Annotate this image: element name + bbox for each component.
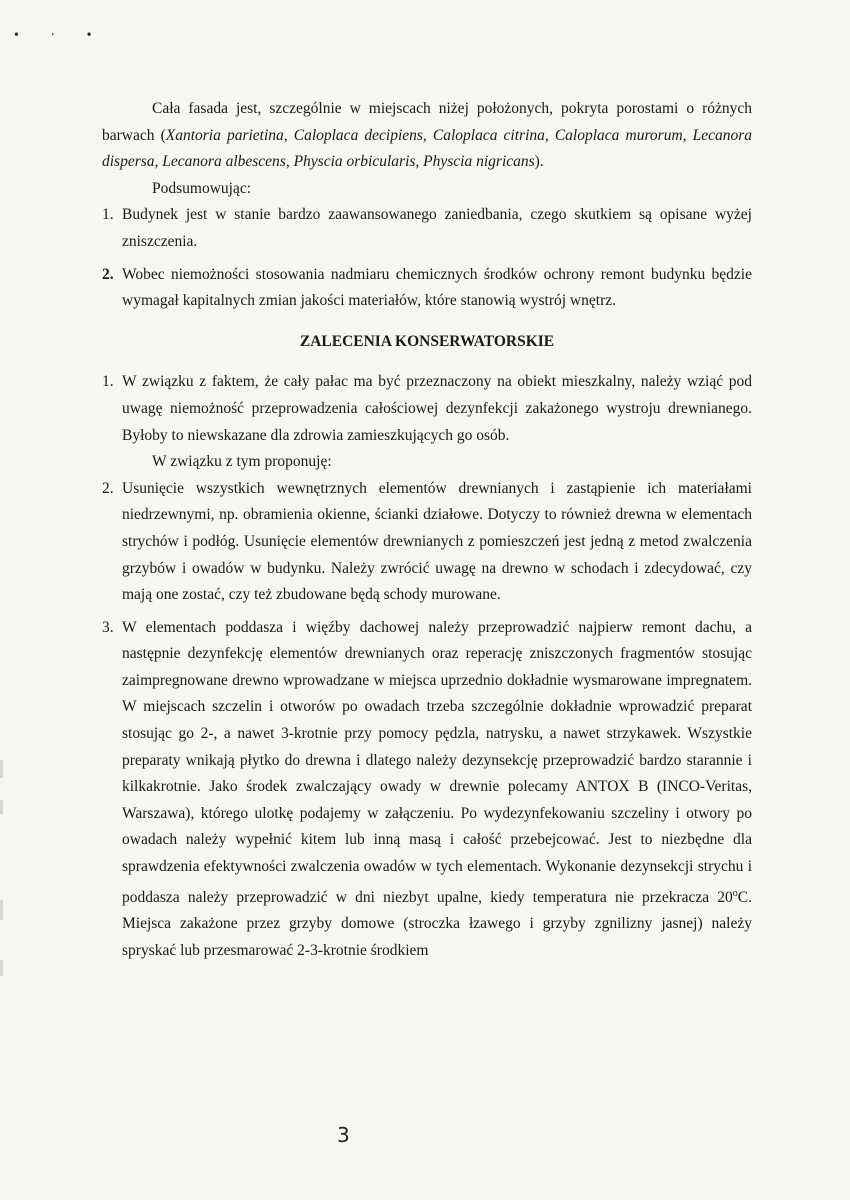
- recommendation-number: 1.: [102, 373, 114, 391]
- scan-mark: [0, 960, 3, 976]
- proposal-intro: W związku z tym proponuję:: [152, 453, 332, 471]
- scan-mark: [0, 800, 3, 814]
- recommendation-item: [102, 369, 752, 449]
- temperature-unit: C: [737, 888, 749, 906]
- recommendation-number: 2.: [102, 479, 114, 497]
- paragraph-facade: [102, 96, 752, 176]
- summary-item-number: 2.: [102, 265, 114, 283]
- section-heading: ZALECENIA KONSERWATORSKIE: [299, 332, 555, 350]
- temperature-degree: o: [732, 887, 738, 899]
- page-number: 3: [337, 1123, 350, 1147]
- summary-item-text: Wobec niemożności stosowania nadmiaru chemicznych środków ochrony remont budynku będzie wymagał kapitalnych zmian jakości materiałów, które stanowią wystrój wnętrz.: [122, 265, 752, 310]
- document-body: [102, 96, 752, 965]
- recommendation-text-continued: . Miejsca zakażone przez grzyby domowe (stroczka łzawego i grzyby zgnilizny jasnej) należy spryskać lub przesmarować 2-3-krotnie środkiem: [122, 888, 752, 959]
- recommendation-text: Usunięcie wszystkich wewnętrznych elementów drewnianych i zastąpienie ich materiałami niedrzewnymi, np. obramienia okienne, ścianki działowe. Dotyczy to również drewna w elementach strychów i podłóg. Usunięcie elementów drewnianych z pomieszczeń jest jedną z metod zwalczenia grzybów i owadów w budynku. Należy zwrócić uwagę na drewno w schodach i zdecydować, czy mają one zostać, czy też zbudowane będą schody murowane.: [122, 479, 752, 604]
- summary-intro: Podsumowując:: [152, 179, 252, 197]
- facade-suffix: ).: [534, 153, 544, 171]
- summary-item: [102, 202, 752, 255]
- temperature-value: 20: [717, 888, 733, 906]
- recommendation-text: W związku z faktem, że cały pałac ma być przeznaczony na obiekt mieszkalny, należy wziąć pod uwagę niemożność przeprowadzenia całościowej dezynfekcji zakażonego wystroju drewnianego. Byłoby to niewskazane dla zdrowia zamieszkujących go osób.: [122, 373, 752, 444]
- recommendation-item: [102, 476, 752, 609]
- recommendation-number: 3.: [102, 618, 114, 636]
- facade-text: Cała fasada jest, szczególnie w miejscach niżej położonych, pokryta porostami o różnych barwach (: [102, 100, 752, 144]
- scan-mark: [0, 900, 3, 920]
- summary-item: [102, 262, 752, 315]
- scan-mark: [0, 760, 3, 778]
- recommendation-item: [102, 615, 752, 965]
- summary-item-number: 1.: [102, 206, 114, 224]
- recommendation-text: W elementach poddasza i więźby dachowej należy przeprowadzić najpierw remont dachu, a następnie dezynfekcję elementów drewnianych oraz reperację zniszczonych fragmentów stosując zaimpregnowane drewno wprowadzane w miejsca uprzednio dokładnie wysmarowane impregnatem. W miejscach szczelin i otworów po owadach trzeba szczególnie dokładnie wprowadzić preparat stosując go 2-, a nawet 3-krotnie przy pomocy pędzla, natrysku, a nawet strzykawek. Wszystkie preparaty wnikają płytko do drewna i dlatego należy dezynsekcję przeprowadzić bardzo starannie i kilkakrotnie. Jako środek zwalczający owady w drewnie polecamy ANTOX B (INCO-Veritas, Warszawa), którego ulotkę podajemy w załączeniu. Po wydezynfekowaniu szczeliny i otwory po owadach należy wypełnić kitem lub inną masą i całość przebejcować. Jest to niezbędne dla sprawdzenia efektywności zwalczenia owadów w tych elementach. Wykonanie dezynsekcji strychu i poddasza należy przeprowadzić w dni niezbyt upalne, kiedy temperatura nie przekracza: [122, 618, 752, 906]
- summary-item-text: Budynek jest w stanie bardzo zaawansowanego zaniedbania, czego skutkiem są opisane wyżej zniszczenia.: [122, 206, 752, 250]
- lichen-species: Xantoria parietina, Caloplaca decipiens, Caloplaca citrina, Caloplaca murorum, Lecanora dispersa, Lecanora albescens, Physcia orbicularis, Physcia nigricans: [102, 126, 753, 171]
- scan-dots: • · •: [14, 28, 106, 43]
